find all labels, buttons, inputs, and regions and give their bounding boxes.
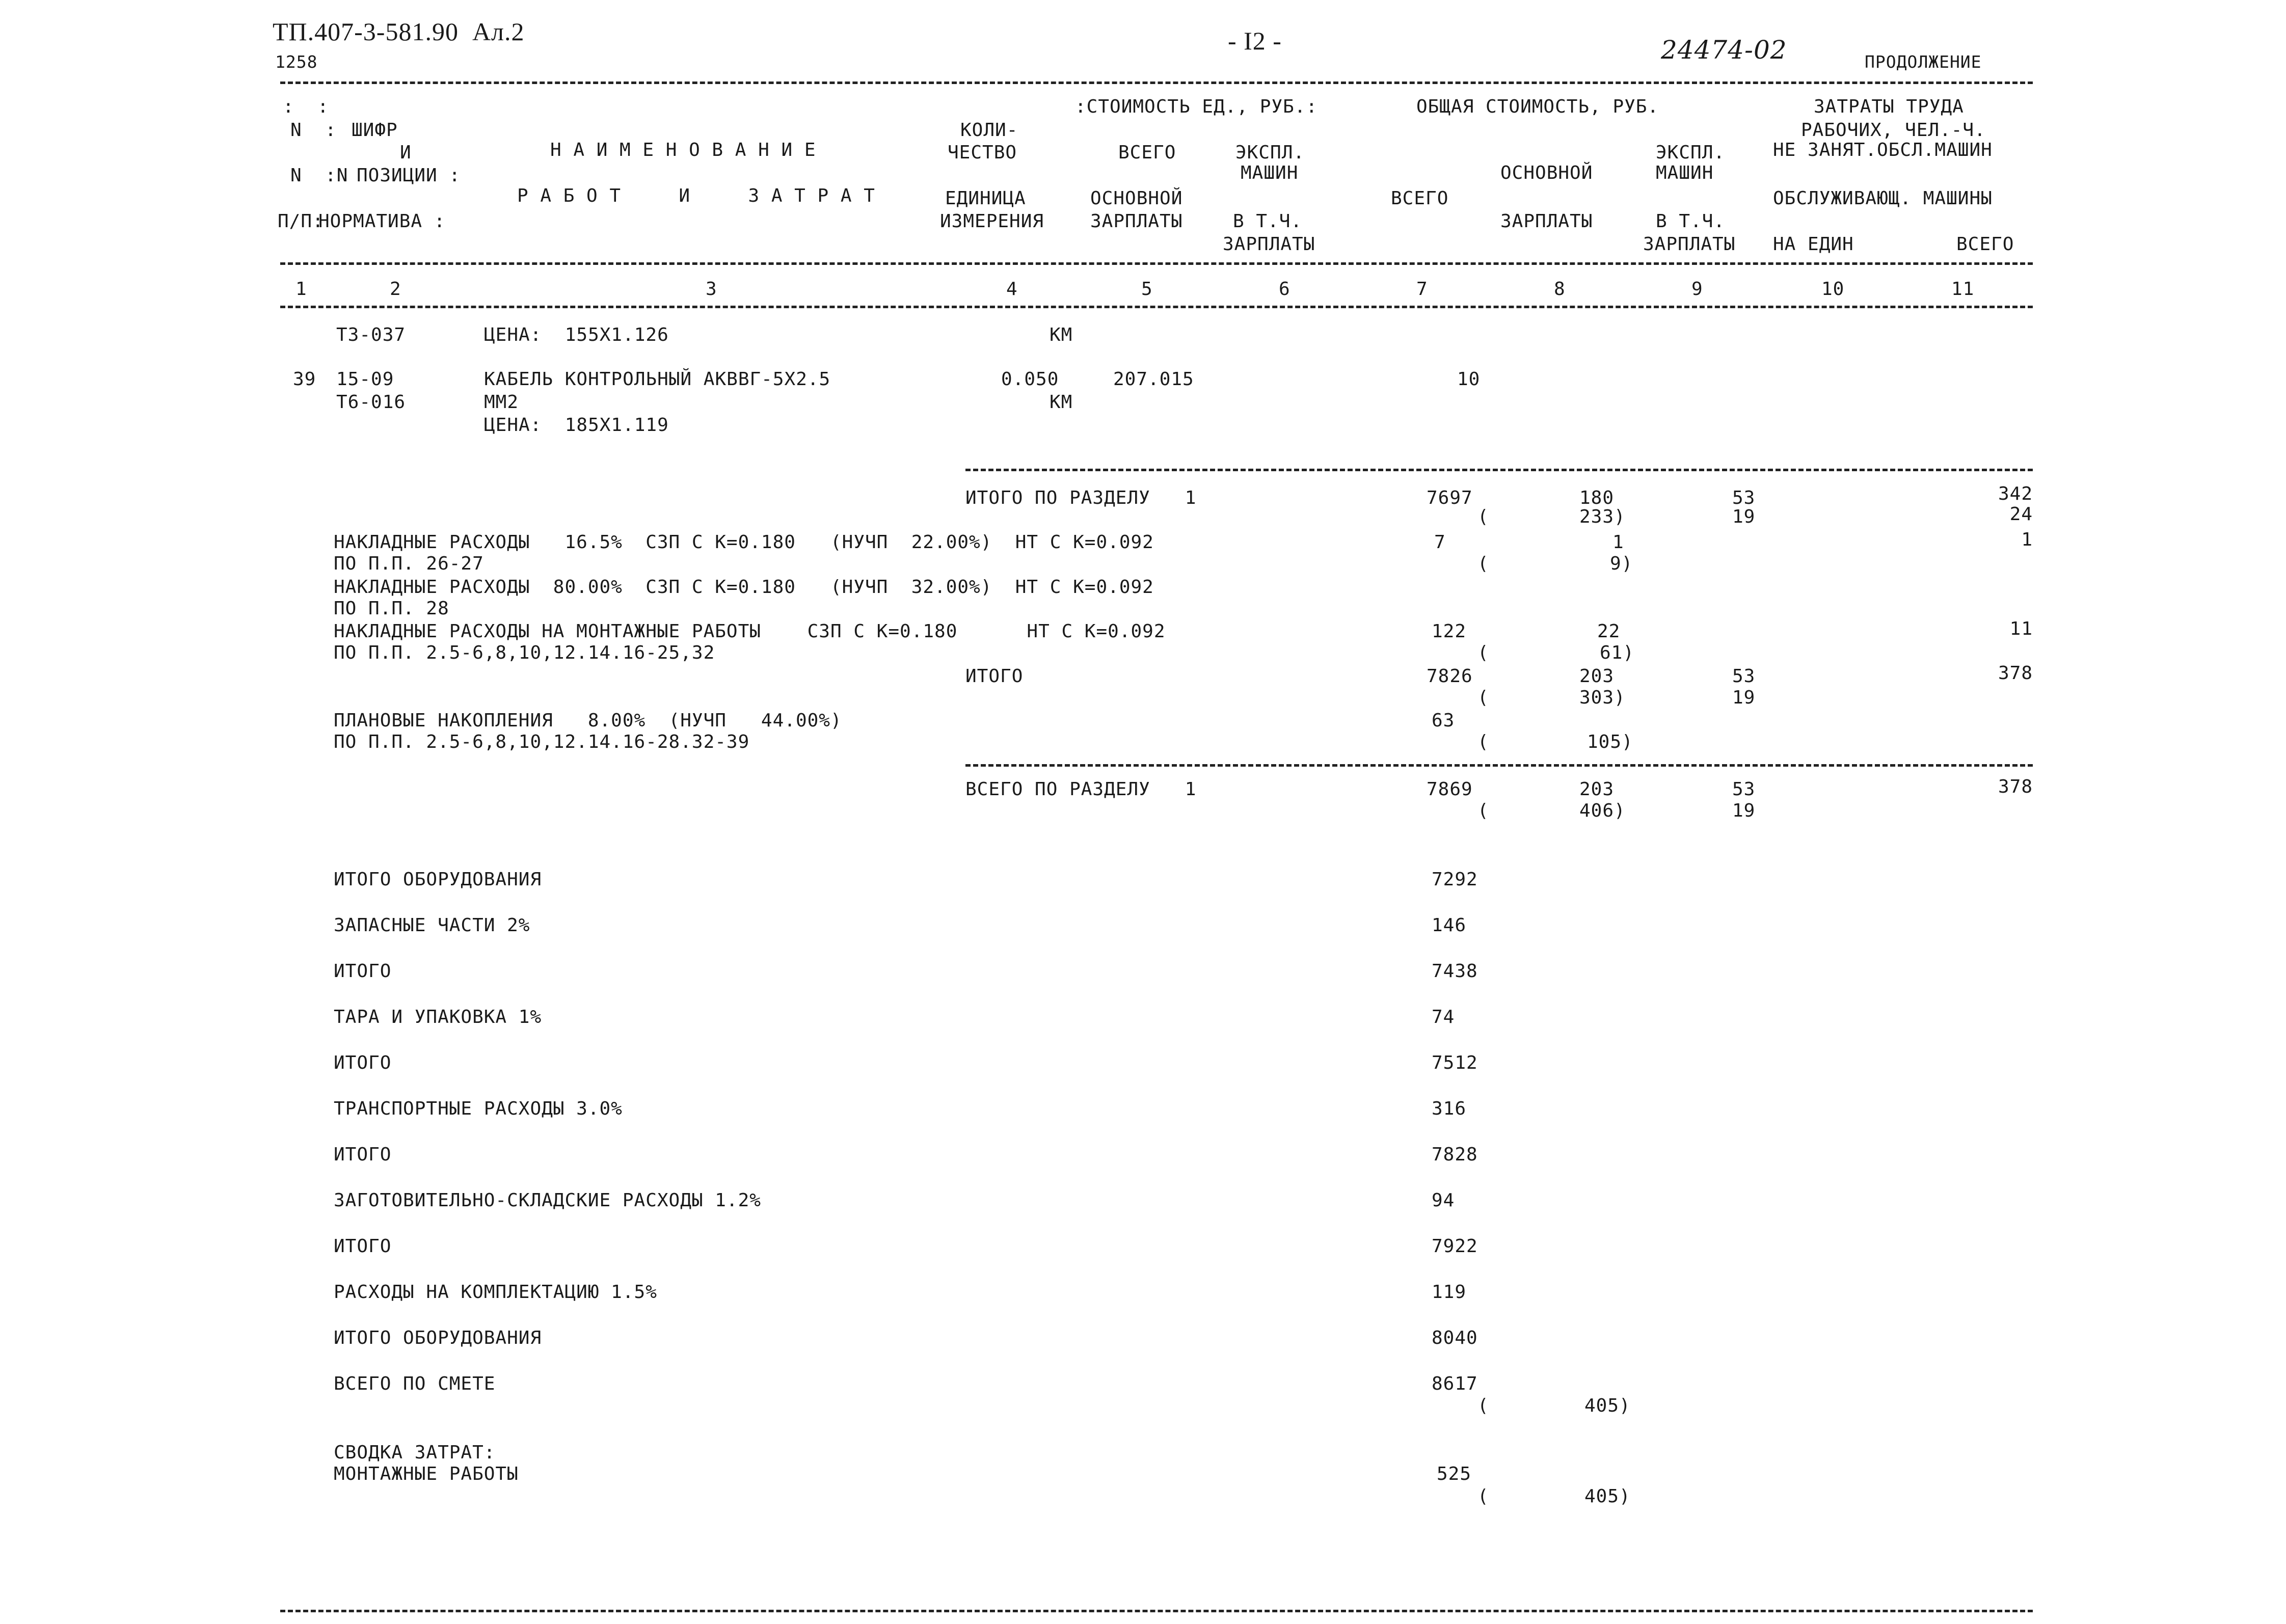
summary-label: ИТОГО ОБОРУДОВАНИЯ	[334, 1328, 542, 1348]
summary-label: ИТОГО	[334, 1236, 392, 1257]
col1-line6: П/П:	[278, 211, 324, 232]
col9-line1: ЭКСПЛ.	[1656, 142, 1726, 163]
summary-value: 8040	[1432, 1328, 1478, 1348]
colnum-10: 10	[1821, 279, 1845, 300]
col3-title1: Н А И М Е Н О В А Н И Е	[550, 140, 816, 160]
row2-name: КАБЕЛЬ КОНТРОЛЬНЫЙ АКВВГ-5Х2.5	[484, 369, 831, 390]
planned-savings-line2: ПО П.П. 2.5-6,8,10,12.14.16-28.32-39	[334, 732, 750, 752]
planned-savings2-c7: (	[1477, 732, 1489, 752]
col5-line1: ВСЕГО	[1118, 142, 1176, 163]
col3-title2: Р А Б О Т И З А Т Р А Т	[517, 185, 875, 206]
col4-line4: ЕДИНИЦА	[945, 188, 1026, 209]
section-rule-2	[965, 764, 2033, 767]
itogo-section-label: ИТОГО ПО РАЗДЕЛУ 1	[965, 488, 1197, 508]
summary-value: 7922	[1432, 1236, 1478, 1257]
row2-total: 10	[1457, 369, 1481, 390]
summary-value: 74	[1432, 1007, 1455, 1027]
col11-label: ВСЕГО	[1956, 234, 2014, 255]
summary-value: 316	[1432, 1098, 1467, 1119]
summary-value: 8617	[1432, 1373, 1478, 1394]
summary-value: 7512	[1432, 1052, 1478, 1073]
overhead2-line2: ПО П.П. 28	[334, 598, 449, 619]
col1011-top2: РАБОЧИХ, ЧЕЛ.-Ч.	[1801, 120, 1986, 141]
col9-line4: В Т.Ч.	[1656, 211, 1726, 232]
summary-value: 7828	[1432, 1144, 1478, 1165]
vsego-section-c8: 203	[1579, 779, 1615, 800]
itogo-section-c7: 7697	[1427, 488, 1473, 508]
row2-name3: ЦЕНА: 185Х1.119	[484, 415, 669, 436]
summary-label: РАСХОДЫ НА КОМПЛЕКТАЦИЮ 1.5%	[334, 1282, 657, 1303]
col6-line4: В Т.Ч.	[1233, 211, 1303, 232]
vsego-section-c11: 378	[1998, 776, 2033, 797]
vsego-section2-c8: 406)	[1579, 800, 1626, 821]
col7-label: ВСЕГО	[1391, 188, 1449, 209]
colnum-11: 11	[1951, 279, 1975, 300]
overhead3b-c7: (	[1477, 642, 1489, 663]
continuation-label: ПРОДОЛЖЕНИЕ	[1865, 52, 1982, 72]
installation-wage-value: 405)	[1584, 1486, 1631, 1507]
col2-line3: И	[400, 142, 412, 163]
overhead1b-c7: (	[1477, 553, 1489, 574]
col2-line2: ШИФР	[352, 120, 398, 141]
col10-line1: ОБСЛУЖИВАЮЩ. МАШИНЫ	[1773, 188, 1993, 209]
planned-savings-line1: ПЛАНОВЫЕ НАКОПЛЕНИЯ 8.00% (НУЧП 44.00%)	[334, 710, 842, 731]
overhead3-line1: НАКЛАДНЫЕ РАСХОДЫ НА МОНТАЖНЫЕ РАБОТЫ СЗП С К=0.180 НТ С К=0.092	[334, 621, 1166, 642]
col8-line1: ОСНОВНОЙ	[1500, 163, 1593, 183]
summary-label: ИТОГО ОБОРУДОВАНИЯ	[334, 869, 542, 890]
row1-name: ЦЕНА: 155Х1.126	[484, 324, 669, 345]
col4-line2: ЧЕСТВО	[948, 142, 1017, 163]
row2-code2: Т6-016	[336, 392, 406, 413]
col6-line5: ЗАРПЛАТЫ	[1223, 234, 1315, 255]
summary-label: ЗАГОТОВИТЕЛЬНО-СКЛАДСКИЕ РАСХОДЫ 1.2%	[334, 1190, 761, 1211]
summary-value: 119	[1432, 1282, 1467, 1303]
overhead3-c7: 122	[1432, 621, 1467, 642]
estimate-paren: (	[1477, 1395, 1489, 1416]
installation-works-label: МОНТАЖНЫЕ РАБОТЫ	[334, 1464, 519, 1484]
itogo-mid-c11: 378	[1998, 663, 2033, 684]
overhead3-c8: 22	[1597, 621, 1621, 642]
colnum-3: 3	[706, 279, 717, 300]
colnum-4: 4	[1006, 279, 1018, 300]
sheet-number: 1258	[275, 52, 318, 72]
header-mid-rule	[280, 262, 2033, 265]
itogo-section-c8: 180	[1579, 488, 1615, 508]
col2-line4: ПОЗИЦИИ :	[357, 165, 461, 186]
overhead3-c11: 11	[2009, 618, 2033, 639]
col56-top: :СТОИМОСТЬ ЕД., РУБ.:	[1075, 96, 1318, 117]
vsego-section-label: ВСЕГО ПО РАЗДЕЛУ 1	[965, 779, 1197, 800]
vsego-section-c7: 7869	[1427, 779, 1473, 800]
colnum-7: 7	[1416, 279, 1428, 300]
row2-quantity: 0.050	[1001, 369, 1059, 390]
summary-label: ТАРА И УПАКОВКА 1%	[334, 1007, 542, 1027]
header-bottom-rule	[280, 306, 2033, 308]
itogo-section2-c11: 24	[2009, 504, 2033, 525]
vsego-section2-c9: 19	[1732, 800, 1756, 821]
col1011-top3: НЕ ЗАНЯТ.ОБСЛ.МАШИН	[1773, 140, 1993, 160]
installation-works-value: 525	[1437, 1464, 1472, 1484]
summary-label: ИТОГО	[334, 1052, 392, 1073]
summary-value: 146	[1432, 915, 1467, 936]
itogo-section2-c9: 19	[1732, 506, 1756, 527]
colnum-5: 5	[1141, 279, 1153, 300]
summary-label: ИТОГО	[334, 1144, 392, 1165]
col9-line2: МАШИН	[1656, 163, 1714, 183]
summary-label: ТРАНСПОРТНЫЕ РАСХОДЫ 3.0%	[334, 1098, 623, 1119]
colnum-6: 6	[1279, 279, 1290, 300]
header-top-rule	[280, 82, 2033, 84]
col1-line4: N :N	[290, 165, 348, 186]
itogo-mid-c8: 203	[1579, 666, 1615, 687]
itogo-section2-c8: 233)	[1579, 506, 1626, 527]
col6-line1: ЭКСПЛ.	[1235, 142, 1305, 163]
row2-price: 207.015	[1113, 369, 1194, 390]
overhead1-c8: 1	[1612, 532, 1624, 553]
col1-line2: N :	[290, 120, 337, 141]
itogo-mid-label: ИТОГО	[965, 666, 1024, 687]
overhead1-line1: НАКЛАДНЫЕ РАСХОДЫ 16.5% СЗП С К=0.180 (НУЧП 22.00%) НТ С К=0.092	[334, 532, 1154, 553]
row2-unit: КМ	[1050, 392, 1073, 413]
summary-label: ИТОГО	[334, 961, 392, 982]
summary-value: 7292	[1432, 869, 1478, 890]
row1-code: Т3-037	[336, 324, 406, 345]
planned-savings-c7: 63	[1432, 710, 1455, 731]
document-number: 24474-02	[1661, 35, 1787, 65]
col9-line5: ЗАРПЛАТЫ	[1643, 234, 1736, 255]
section-rule-1	[965, 469, 2033, 471]
row2-name2: ММ2	[484, 392, 519, 413]
col2-line6: НОРМАТИВА :	[318, 211, 446, 232]
overhead1-line2: ПО П.П. 26-27	[334, 553, 484, 574]
col5-line4: ЗАРПЛАТЫ	[1090, 211, 1183, 232]
colnum-1: 1	[295, 279, 307, 300]
itogo-section-c9: 53	[1732, 488, 1756, 508]
itogo-section-c11: 342	[1998, 483, 2033, 504]
col6-line2: МАШИН	[1241, 163, 1299, 183]
row2-code: 15-09	[336, 369, 394, 390]
page-number: - I2 -	[1228, 26, 1282, 55]
overhead1-c11: 1	[2021, 529, 2033, 550]
col5-line3: ОСНОВНОЙ	[1090, 188, 1183, 209]
planned-savings2-c8: 105)	[1587, 732, 1633, 752]
installation-paren: (	[1477, 1486, 1489, 1507]
vsego-section2-c7: (	[1477, 800, 1489, 821]
summary-label: ЗАПАСНЫЕ ЧАСТИ 2%	[334, 915, 530, 936]
summary-value: 7438	[1432, 961, 1478, 982]
colnum-9: 9	[1691, 279, 1703, 300]
cost-summary-heading: СВОДКА ЗАТРАТ:	[334, 1442, 496, 1463]
col8-line2: ЗАРПЛАТЫ	[1500, 211, 1593, 232]
row2-number: 39	[293, 369, 316, 390]
vsego-section-c9: 53	[1732, 779, 1756, 800]
page-bottom-rule	[280, 1610, 2033, 1612]
col1011-top1: ЗАТРАТЫ ТРУДА	[1814, 96, 1964, 117]
itogo-mid2-c7: (	[1477, 687, 1489, 708]
estimate-wage-total: 405)	[1584, 1395, 1631, 1416]
col4-line5: ИЗМЕРЕНИЯ	[940, 211, 1044, 232]
overhead2-line1: НАКЛАДНЫЕ РАСХОДЫ 80.00% СЗП С К=0.180 (НУЧП 32.00%) НТ С К=0.092	[334, 577, 1154, 598]
colnum-8: 8	[1554, 279, 1566, 300]
overhead1b-c8: 9)	[1610, 553, 1633, 574]
document-code: ТП.407-3-581.90 Ал.2	[273, 17, 525, 46]
itogo-mid2-c9: 19	[1732, 687, 1756, 708]
col4-line1: КОЛИ-	[960, 120, 1018, 141]
row1-unit: КМ	[1050, 324, 1073, 345]
col1-line1: : :	[283, 96, 329, 117]
summary-label: ВСЕГО ПО СМЕТЕ	[334, 1373, 496, 1394]
overhead3-line2: ПО П.П. 2.5-6,8,10,12.14.16-25,32	[334, 642, 715, 663]
itogo-section2-c7: (	[1477, 506, 1489, 527]
itogo-mid-c9: 53	[1732, 666, 1756, 687]
overhead1-c7: 7	[1434, 532, 1446, 553]
summary-value: 94	[1432, 1190, 1455, 1211]
overhead3b-c8: 61)	[1600, 642, 1635, 663]
col789-top: ОБЩАЯ СТОИМОСТЬ, РУБ.	[1416, 96, 1659, 117]
itogo-mid-c7: 7826	[1427, 666, 1473, 687]
itogo-mid2-c8: 303)	[1579, 687, 1626, 708]
colnum-2: 2	[390, 279, 401, 300]
col10-line2: НА ЕДИН	[1773, 234, 1854, 255]
